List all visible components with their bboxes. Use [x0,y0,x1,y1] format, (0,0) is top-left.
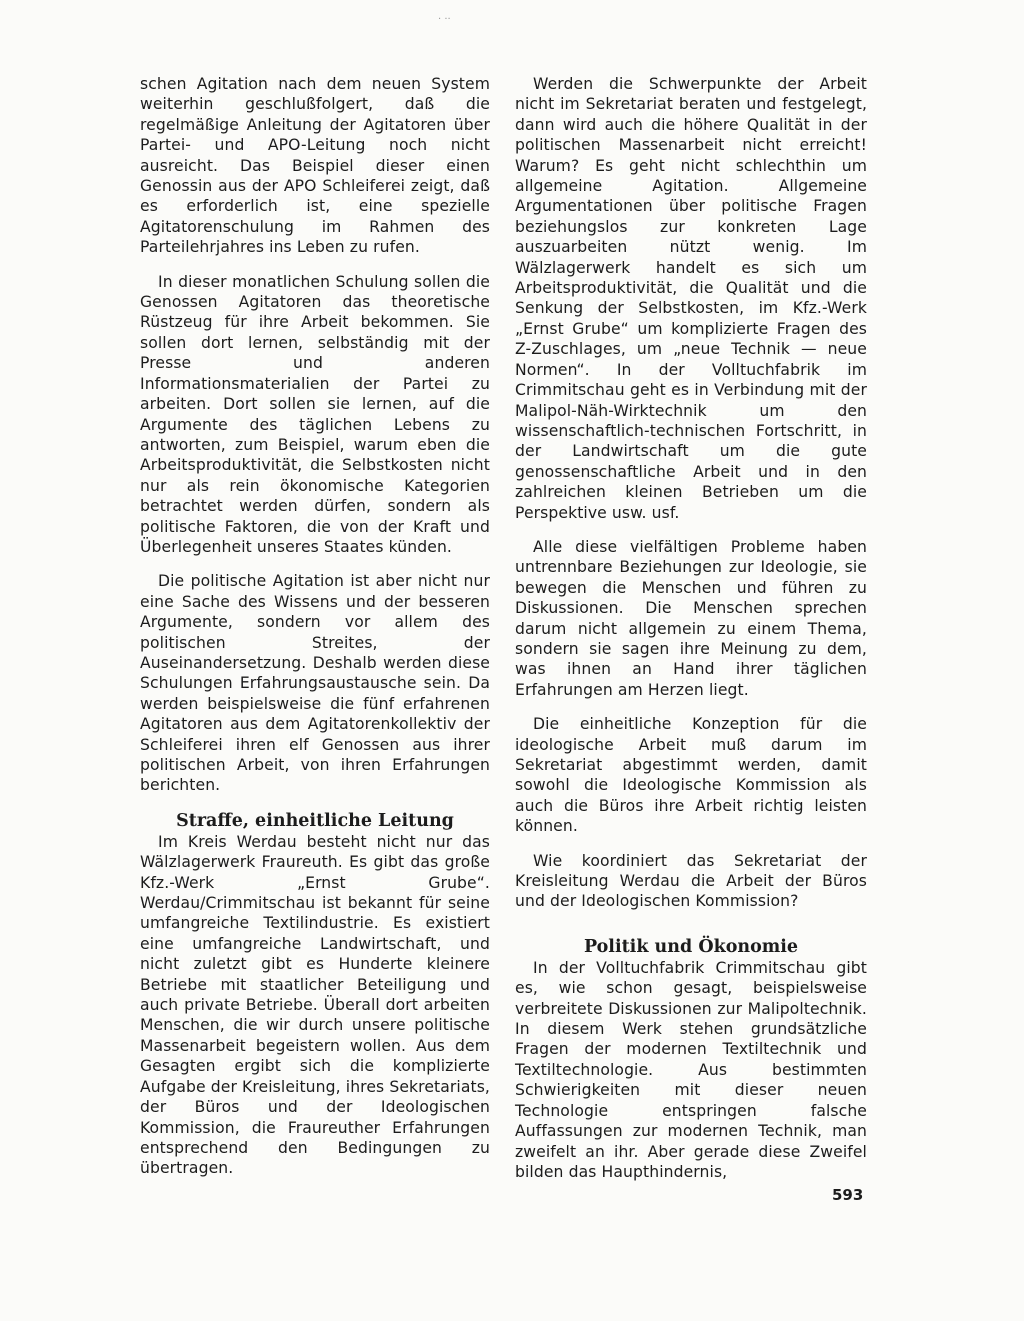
section-heading-oekonomie: Politik und Ökonomie [583,936,799,957]
right-column [515,74,867,1182]
paragraph-right-2: Alle diese vielfältigen Probleme haben untrennbare Beziehungen zur Ideologie, sie bewegen die Menschen und führen zu Diskussionen. Die Menschen sprechen darum nicht allgemein zu einem Thema, sondern sie sagen ihre Meinung zu dem, was ihnen an Hand ihrer täglichen Erfahrungen am Herzen liegt. [515,537,867,699]
paragraph-right-4: Wie koordiniert das Sekretariat der Kreisleitung Werdau die Arbeit der Büros und der Ideologischen Kommission? [515,851,867,911]
paragraph-left-4: Im Kreis Werdau besteht nicht nur das Wälzlagerwerk Fraureuth. Es gibt das große Kfz.-Werk „Ernst Grube“. Werdau/Crimmitschau ist bekannt für seine umfangreiche Textilindustrie. Es existiert eine umfangreiche Landwirtschaft, und nicht zuletzt gibt es Hunderte kleinere Betriebe mit staatlicher Beteiligung und auch private Betriebe. Überall dort arbeiten Menschen, die wir durch unsere politische Massenarbeit begeistern wollen. Aus dem Gesagten ergibt sich die komplizierte Aufgabe der Kreisleitung, ihres Sekretariats, der Büros und der Ideologischen Kommission, die Fraureuther Erfahrungen entsprechend den Bedingungen zu übertragen. [140,832,490,1178]
paragraph-right-3: Die einheitliche Konzeption für die ideologische Arbeit muß darum im Sekretariat abgestimmt werden, damit sowohl die Ideologische Kommission als auch die Büros ihre Arbeit richtig leisten können. [515,715,867,836]
page-number: 593 [832,1186,864,1204]
left-column [140,74,490,1179]
scan-speck: · ·· [438,14,451,25]
paragraph-left-3: Die politische Agitation ist aber nicht nur eine Sache des Wissens und der besseren Argumente, sondern vor allem des politischen Streites, der Auseinandersetzung. Deshalb werden diese Schulungen Erfahrungsaustausche sein. Da werden beispielsweise die fünf erfahrenen Agitatoren aus dem Agitatorenkollektiv der Schleiferei ihren elf Genossen aus ihrer politischen Arbeit, von ihren Erfahrungen berichten. [140,572,490,795]
paragraph-right-5: In der Volltuchfabrik Crimmitschau gibt es, wie schon gesagt, beispielsweise verbreitete Diskussionen zur Malipoltechnik. In diesem Werk stehen grundsätzliche Fragen der modernen Textiltechnik und Textiltechnologie. Aus bestimmten Schwierigkeiten mit dieser neuen Technologie entspringen falsche Auffassungen zur modernen Technik, man zweifelt an ihr. Aber gerade diese Zweifel bilden das Haupthindernis, [515,958,867,1181]
paragraph-left-2: In dieser monatlichen Schulung sollen die Genossen Agitatoren das theoretische Rüstzeug für ihre Arbeit bekommen. Sie sollen dort lernen, selbständig mit der Presse und anderen Informationsmaterialien der Partei zu arbeiten. Dort sollen sie lernen, auf die Argumente des täglichen Lebens zu antworten, zum Beispiel, warum eben die Arbeitsproduktivität, die Selbstkosten nicht nur als rein ökonomische Kategorien betrachtet werden dürfen, sondern als politische Faktoren, die von der Kraft und Überlegenheit unseres Staates künden. [140,272,490,556]
section-heading-leitung: Straffe, einheitliche Leitung [176,810,454,831]
paragraph-left-1: schen Agitation nach dem neuen System weiterhin geschlußfolgert, daß die regelmäßige Anleitung der Agitatoren über Partei- und APO-Leitung noch nicht ausreicht. Das Beispiel dieser einen Genossin aus der APO Schleiferei zeigt, daß es erforderlich ist, eine spezielle Agitatorenschulung im Rahmen des Parteilehrjahres ins Leben zu rufen. [140,75,490,257]
paragraph-right-1: Werden die Schwerpunkte der Arbeit nicht im Sekretariat beraten und festgelegt, dann wird auch die höhere Qualität in der politischen Massenarbeit nicht erreicht! Warum? Es geht nicht schlechthin um allgemeine Agitation. Allgemeine Argumentationen über politische Fragen beziehungslos zur konkreten Lage auszuarbeiten nützt wenig. Im Wälzlagerwerk handelt es sich um Arbeitsproduktivität, die Qualität und die Senkung der Selbstkosten, im Kfz.-Werk „Ernst Grube“ um komplizierte Fragen des Z-Zuschlages, um „neue Technik — neue Normen“. In der Volltuchfabrik im Crimmitschau geht es in Verbindung mit der Malipol-Näh-Wirktechnik um den wissenschaftlich-technischen Fortschritt, in der Landwirtschaft um die gute genossenschaftliche Arbeit und in den zahlreichen kleinen Betrieben um die Perspektive usw. usf. [515,75,867,522]
